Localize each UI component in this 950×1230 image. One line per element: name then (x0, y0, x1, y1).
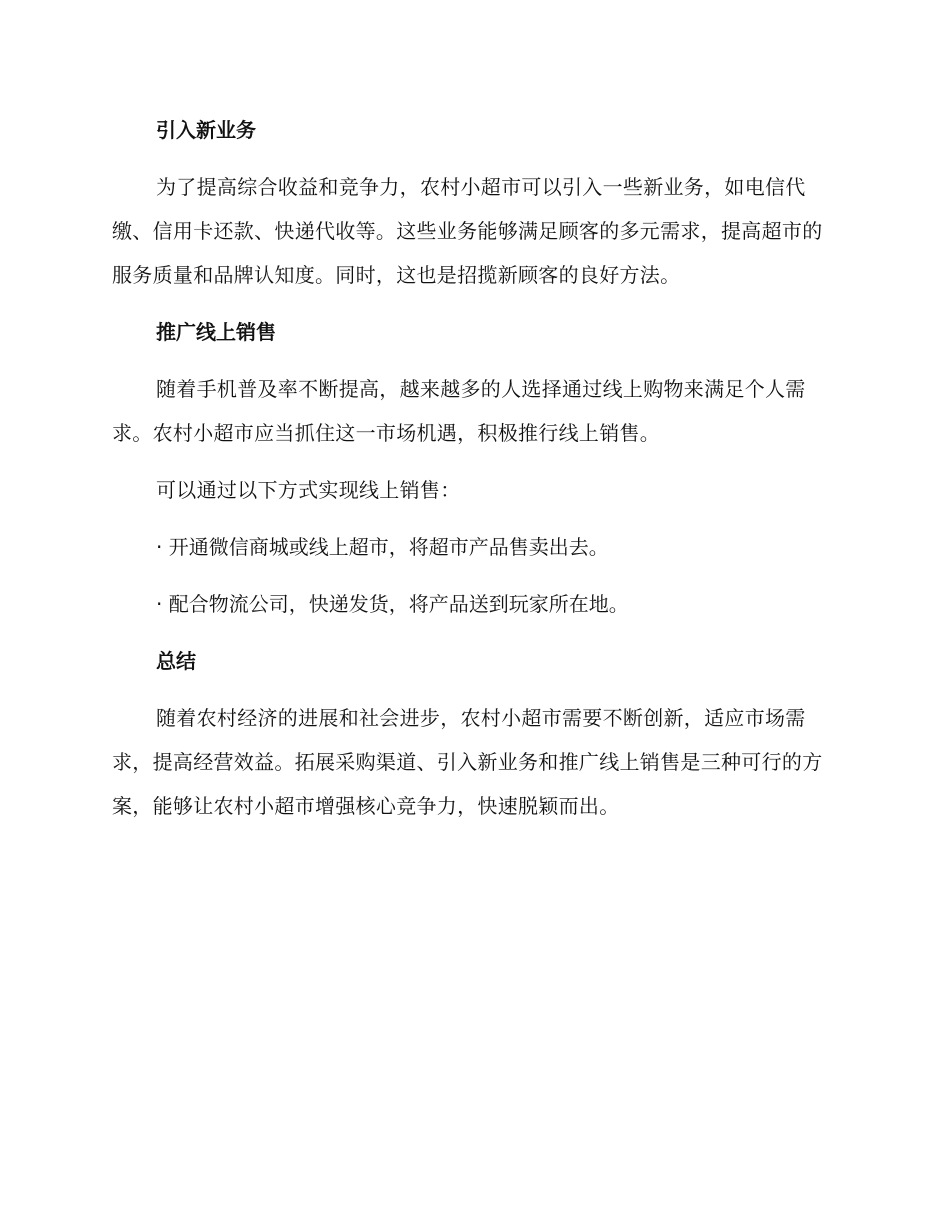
paragraph-new-business: 为了提高综合收益和竞争力，农村小超市可以引入一些新业务，如电信代缴、信用卡还款、快递代收等。这些业务能够满足顾客的多元需求，提高超市的服务质量和品牌认知度。同时，这也是招揽新顾客的良好方法。 (112, 175, 823, 287)
paragraph-online-sales: 随着手机普及率不断提高，越来越多的人选择通过线上购物来满足个人需求。农村小超市应当抓住这一市场机遇，积极推行线上销售。 (112, 377, 806, 445)
document-page (112, 108, 832, 841)
paragraph-summary: 随着农村经济的进展和社会进步，农村小超市需要不断创新，适应市场需求，提高经营效益。拓展采购渠道、引入新业务和推广线上销售是三种可行的方案，能够让农村小超市增强核心竞争力，快速脱颖而出。 (112, 706, 823, 818)
section-heading-new-business: 引入新业务 (156, 118, 256, 142)
section-heading-online-sales: 推广线上销售 (156, 320, 276, 344)
bullet-item-wechat-mall: · 开通微信商城或线上超市，将超市产品售卖出去。 (156, 535, 609, 559)
paragraph-online-methods-intro: 可以通过以下方式实现线上销售： (156, 478, 461, 502)
bullet-item-logistics: · 配合物流公司，快递发货，将产品送到玩家所在地。 (156, 592, 629, 616)
section-heading-summary: 总结 (156, 649, 196, 673)
